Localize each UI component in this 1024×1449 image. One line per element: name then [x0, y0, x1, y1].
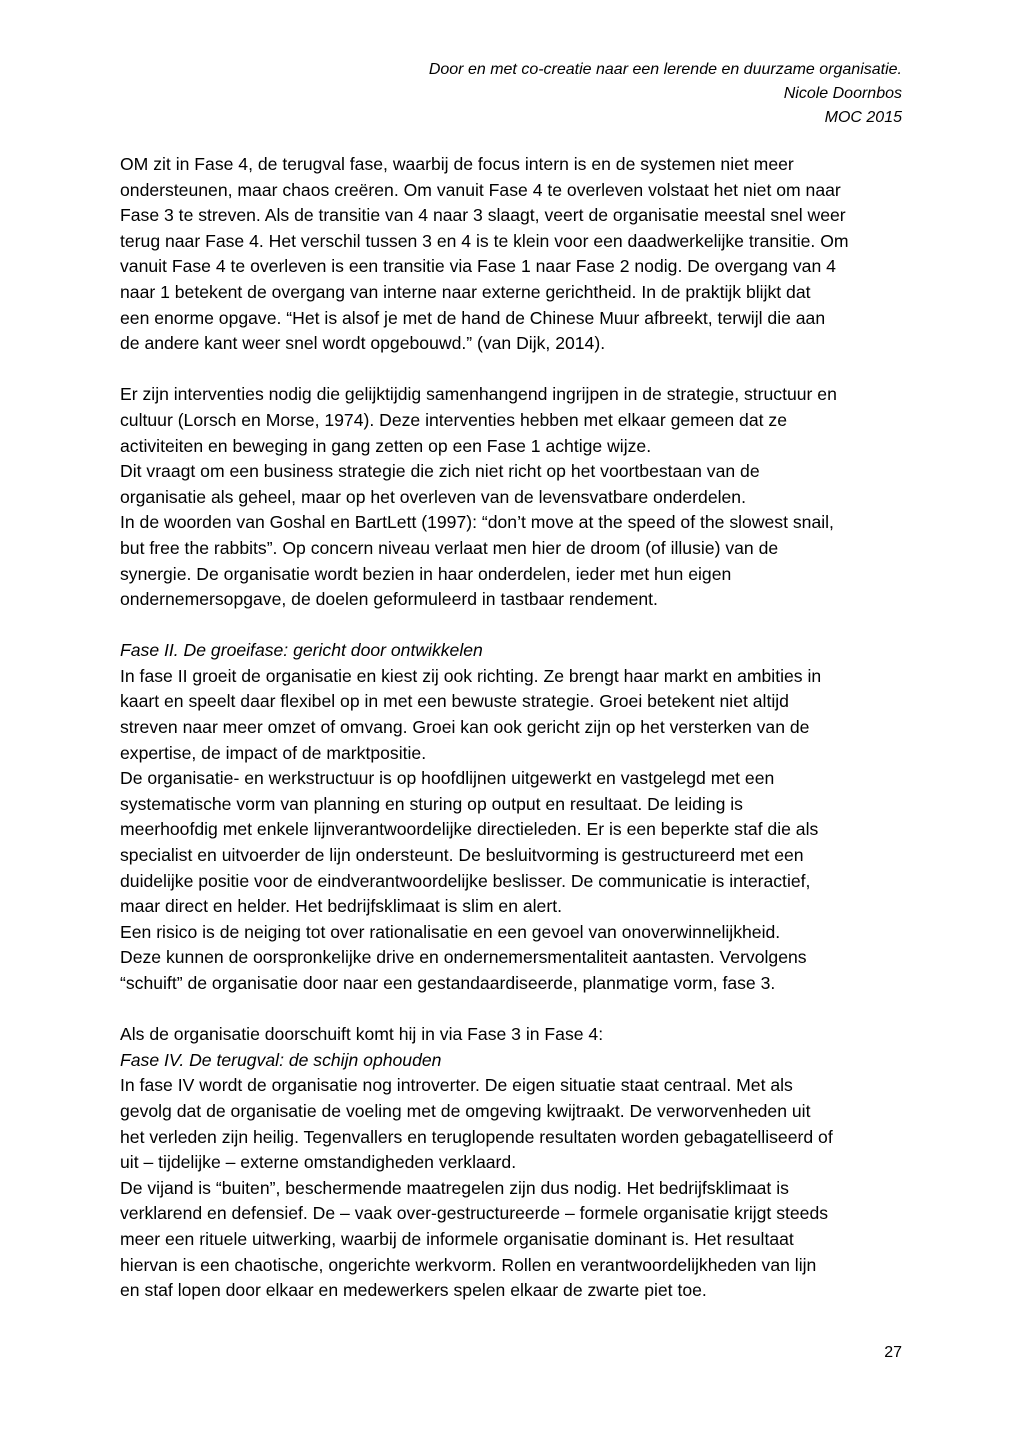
text-line: systematische vorm van planning en sturing op output en resultaat. De leiding is	[120, 793, 743, 814]
page-number: 27	[884, 1344, 902, 1361]
paragraph	[120, 382, 910, 612]
text-line: streven naar meer omzet of omvang. Groei kan ook gericht zijn op het versterken van de	[120, 717, 810, 738]
paragraph	[120, 152, 910, 357]
text-line: Dit vraagt om een business strategie die zich niet richt op het voortbestaan van de	[120, 461, 760, 482]
text-line: De organisatie- en werkstructuur is op hoofdlijnen uitgewerkt en vastgelegd met een	[120, 768, 775, 789]
section-fase-4	[120, 1022, 910, 1304]
lead-sentence: Als de organisatie doorschuift komt hij in via Fase 3 in Fase 4:	[120, 1024, 604, 1045]
text-line: “schuift” de organisatie door naar een gestandaardiseerde, planmatige vorm, fase 3.	[120, 973, 776, 993]
text-line: maar direct en helder. Het bedrijfsklimaat is slim en alert.	[120, 896, 562, 917]
text-line: kaart en speelt daar flexibel op in met een bewuste strategie. Groei betekent niet altijd	[120, 691, 789, 712]
text-line: ondernemersopgave, de doelen geformuleerd in tastbaar rendement.	[120, 589, 658, 610]
text-line: Er zijn interventies nodig die gelijktijdig samenhangend ingrijpen in de strategie, structuur en	[120, 384, 837, 405]
text-line: cultuur (Lorsch en Morse, 1974). Deze interventies hebben met elkaar gemeen dat ze	[120, 409, 787, 430]
text-line: het verleden zijn heilig. Tegenvallers en teruglopende resultaten worden gebagatelliseerd of	[120, 1126, 833, 1147]
text-line: organisatie als geheel, maar op het overleven van de levensvatbare onderdelen.	[120, 486, 746, 507]
text-line: de andere kant weer snel wordt opgebouwd.” (van Dijk, 2014).	[120, 333, 606, 354]
text-line: In fase II groeit de organisatie en kiest zij ook richting. Ze brengt haar markt en ambities in	[120, 665, 822, 686]
text-line: duidelijke positie voor de eindverantwoordelijke beslisser. De communicatie is interactief,	[120, 870, 811, 891]
text-line: een enorme opgave. “Het is alsof je met de hand de Chinese Muur afbreekt, terwijl die aan	[120, 307, 826, 328]
paragraph-spacer	[120, 613, 910, 639]
text-line: synergie. De organisatie wordt bezien in haar onderdelen, ieder met hun eigen	[120, 563, 732, 584]
text-line: en staf lopen door elkaar en medewerkers spelen elkaar de zwarte piet toe.	[120, 1280, 707, 1301]
text-line: expertise, de impact of de marktpositie.	[120, 742, 427, 763]
text-line: ondersteunen, maar chaos creëren. Om vanuit Fase 4 te overleven volstaat het niet om naar	[120, 179, 841, 200]
text-line: naar 1 betekent de overgang van interne naar externe gerichtheid. In de praktijk blijkt dat	[120, 281, 811, 302]
text-line: uit – tijdelijke – externe omstandigheden verklaard.	[120, 1152, 517, 1173]
text-line: hiervan is een chaotische, ongerichte werkvorm. Rollen en verantwoordelijkheden van lijn	[120, 1254, 817, 1275]
section-heading: Fase II. De groeifase: gericht door ontwikkelen	[120, 640, 483, 661]
text-line: Fase 3 te streven. Als de transitie van 4 naar 3 slaagt, veert de organisatie meestal snel weer	[120, 205, 846, 226]
text-line: Deze kunnen de oorspronkelijke drive en ondernemersmentaliteit aantasten. Vervolgens	[120, 947, 807, 968]
text-line: meer een rituele uitwerking, waarbij de informele organisatie dominant is. Het resultaat	[120, 1228, 794, 1249]
text-line: specialist en uitvoerder de lijn ondersteunt. De besluitvorming is gestructureerd met een	[120, 845, 804, 866]
text-line: meerhoofdig met enkele lijnverantwoordelijke directieleden. Er is een beperkte staf die als	[120, 819, 819, 840]
text-line: In de woorden van Goshal en BartLett (1997): “don’t move at the speed of the slowest snail,	[120, 512, 834, 533]
page-body	[120, 152, 910, 1304]
running-header	[202, 58, 902, 130]
text-line: In fase IV wordt de organisatie nog introverter. De eigen situatie staat centraal. Met als	[120, 1075, 793, 1096]
header-course: MOC 2015	[824, 109, 902, 126]
text-line: gevolg dat de organisatie de voeling met de omgeving kwijtraakt. De verworvenheden uit	[120, 1100, 811, 1121]
text-line: vanuit Fase 4 te overleven is een transitie via Fase 1 naar Fase 2 nodig. De overgang van 4	[120, 256, 836, 277]
text-line: Een risico is de neiging tot over rationalisatie en een gevoel van onoverwinnelijkheid.	[120, 921, 781, 942]
text-line: De vijand is “buiten”, beschermende maatregelen zijn dus nodig. Het bedrijfsklimaat is	[120, 1177, 789, 1198]
paragraph-spacer	[120, 357, 910, 383]
text-line: OM zit in Fase 4, de terugval fase, waarbij de focus intern is en de systemen niet meer	[120, 154, 794, 174]
paragraph-spacer	[120, 997, 910, 1023]
text-line: verklarend en defensief. De – vaak over-gestructureerde – formele organisatie krijgt steeds	[120, 1203, 829, 1224]
header-author: Nicole Doornbos	[783, 85, 902, 102]
text-line: activiteiten en beweging in gang zetten op een Fase 1 achtige wijze.	[120, 435, 652, 456]
section-fase-2	[120, 638, 910, 996]
section-heading: Fase IV. De terugval: de schijn ophouden	[120, 1049, 442, 1070]
header-title: Door en met co-creatie naar een lerende en duurzame organisatie.	[428, 61, 902, 78]
text-line: terug naar Fase 4. Het verschil tussen 3 en 4 is te klein voor een daadwerkelijke transitie. Om	[120, 230, 849, 251]
text-line: but free the rabbits”. Op concern niveau verlaat men hier de droom (of illusie) van de	[120, 537, 779, 558]
